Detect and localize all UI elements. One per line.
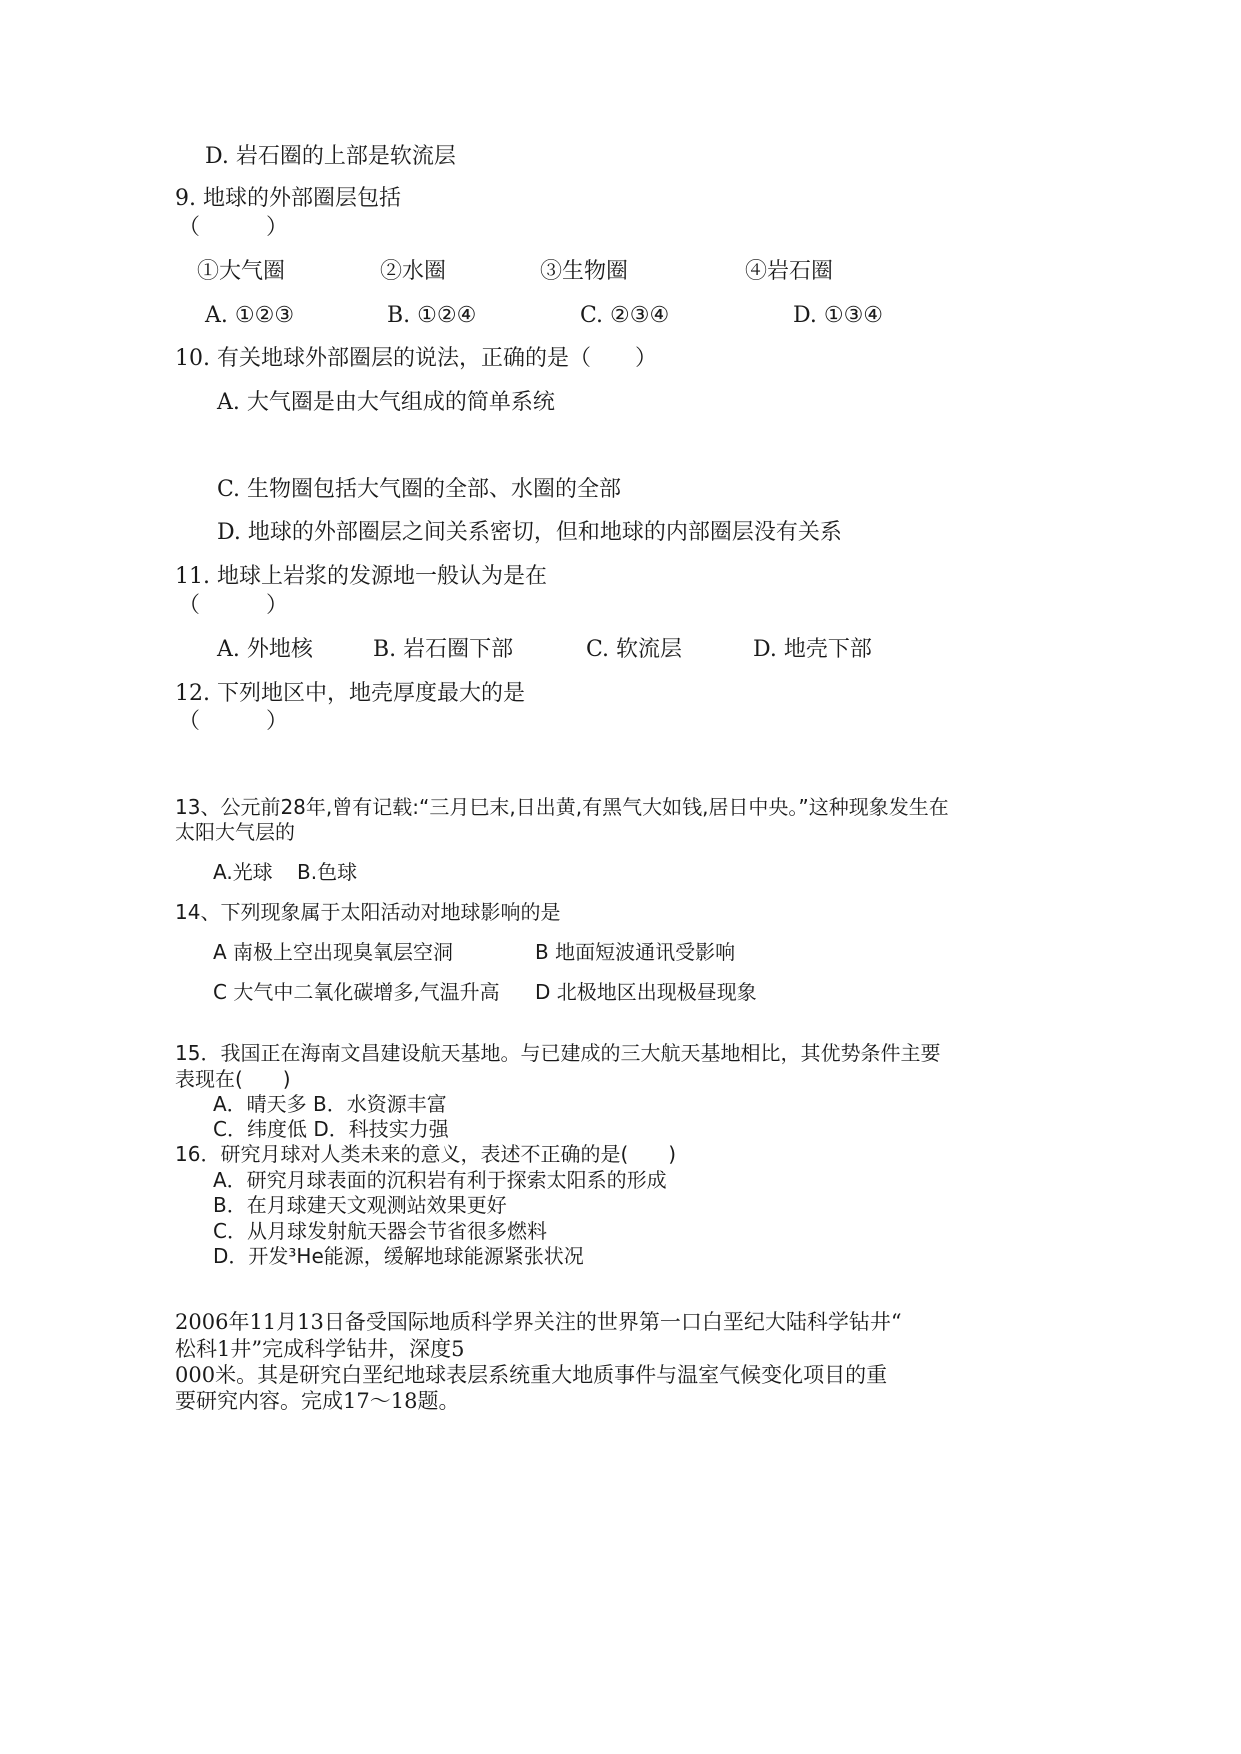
q9-stem: 9. 地球的外部圈层包括 <box>175 186 401 211</box>
q15-options-row-1: A．晴天多 B．水资源丰富 <box>213 1092 447 1116</box>
q9-item-4: ④岩石圈 <box>745 259 834 284</box>
q9-item-1: ①大气圈 <box>197 259 286 284</box>
q8-option-d: D. 岩石圈的上部是软流层 <box>205 144 456 169</box>
q10-option-a: A. 大气圈是由大气组成的简单系统 <box>217 390 555 415</box>
q11-option-d: D. 地壳下部 <box>753 637 872 662</box>
q14-option-b: B 地面短波通讯受影响 <box>535 940 736 964</box>
q16-stem: 16．研究月球对人类未来的意义，表述不正确的是( ) <box>175 1142 677 1166</box>
q14-option-c: C 大气中二氧化碳增多,气温升高 <box>213 980 500 1004</box>
q9-answer-blank: （ ） <box>178 215 289 240</box>
q9-option-c: C. ②③④ <box>580 303 670 328</box>
passage-line-2: 松科1井”完成科学钻井，深度5 <box>175 1337 465 1361</box>
q13-option-b: B.色球 <box>297 860 358 884</box>
q10-option-d: D. 地球的外部圈层之间关系密切，但和地球的内部圈层没有关系 <box>217 520 842 545</box>
q16-option-d: D．开发³He能源，缓解地球能源紧张状况 <box>213 1244 584 1268</box>
q10-stem: 10. 有关地球外部圈层的说法，正确的是（ ） <box>175 346 657 371</box>
q15-options-row-2: C．纬度低 D．科技实力强 <box>213 1117 449 1141</box>
q9-item-2: ②水圈 <box>380 259 447 284</box>
q11-answer-blank: （ ） <box>178 593 289 618</box>
passage-line-1: 2006年11月13日备受国际地质科学界关注的世界第一口白垩纪大陆科学钻井“ <box>175 1310 902 1334</box>
q13-stem-line-2: 太阳大气层的 <box>175 820 295 844</box>
q16-option-a: A．研究月球表面的沉积岩有利于探索太阳系的形成 <box>213 1168 667 1192</box>
q14-stem: 14、下列现象属于太阳活动对地球影响的是 <box>175 900 561 924</box>
q14-option-d: D 北极地区出现极昼现象 <box>535 980 757 1004</box>
q14-option-a: A 南极上空出现臭氧层空洞 <box>213 940 454 964</box>
q9-item-3: ③生物圈 <box>540 259 629 284</box>
q9-option-b: B. ①②④ <box>387 303 477 328</box>
q9-option-d: D. ①③④ <box>793 303 884 328</box>
q12-stem: 12. 下列地区中，地壳厚度最大的是 <box>175 681 525 706</box>
q13-option-a: A.光球 <box>213 860 273 884</box>
q11-option-b: B. 岩石圈下部 <box>373 637 514 662</box>
q9-option-a: A. ①②③ <box>205 303 295 328</box>
q11-option-a: A. 外地核 <box>217 637 313 662</box>
q13-stem-line-1: 13、公元前28年,曾有记载:“三月巳末,日出黄,有黑气大如钱,居日中央。”这种现象发生在 <box>175 795 949 819</box>
q15-stem-line-1: 15．我国正在海南文昌建设航天基地。与已建成的三大航天基地相比，其优势条件主要 <box>175 1041 941 1065</box>
q16-option-c: C．从月球发射航天器会节省很多燃料 <box>213 1219 547 1243</box>
q15-stem-line-2: 表现在( ) <box>175 1067 291 1091</box>
passage-line-4: 要研究内容。完成17～18题。 <box>175 1389 460 1413</box>
q11-option-c: C. 软流层 <box>586 637 683 662</box>
q16-option-b: B．在月球建天文观测站效果更好 <box>213 1193 507 1217</box>
passage-line-3: 000米。其是研究白垩纪地球表层系统重大地质事件与温室气候变化项目的重 <box>175 1363 888 1387</box>
q12-answer-blank: （ ） <box>178 709 289 734</box>
q11-stem: 11. 地球上岩浆的发源地一般认为是在 <box>175 564 547 589</box>
q10-option-c: C. 生物圈包括大气圈的全部、水圈的全部 <box>217 477 622 502</box>
